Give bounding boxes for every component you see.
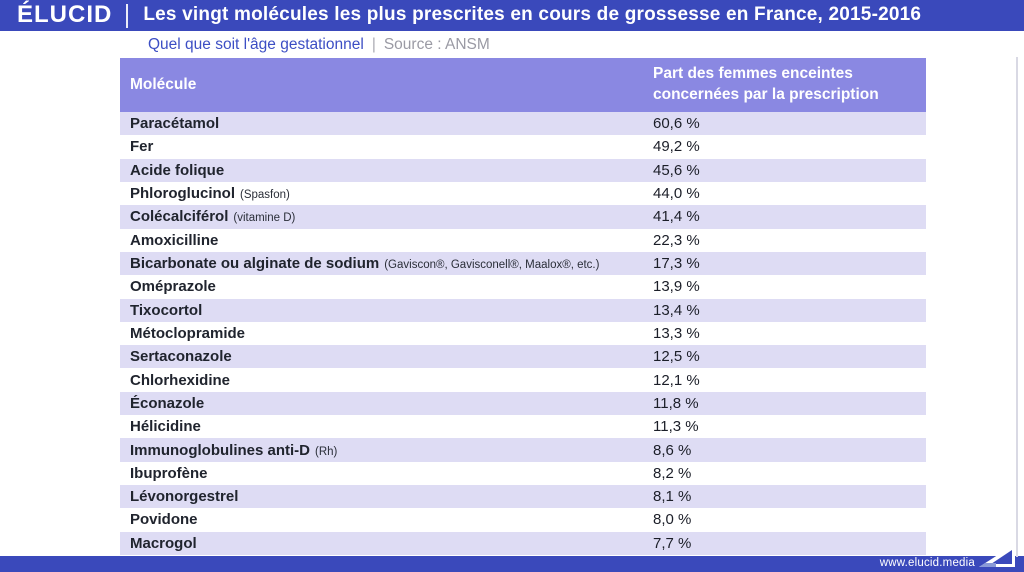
molecule-name: Lévonorgestrel [130, 488, 239, 506]
table-row [120, 205, 926, 228]
table-row [120, 112, 926, 135]
logo-title-divider [126, 4, 128, 28]
table-row [120, 252, 926, 275]
slide-right-edge [1016, 57, 1018, 557]
molecule-name: Colécalciférol [130, 208, 229, 226]
subtitle-separator: | [371, 35, 376, 53]
molecule-name-cell [120, 372, 653, 389]
molecule-name-cell [120, 232, 653, 249]
table-row [120, 299, 926, 322]
prescription-share-value: 60,6 % [653, 115, 700, 133]
prescription-share-value: 13,4 % [653, 301, 700, 319]
table-row [120, 485, 926, 508]
prescription-share-value: 8,0 % [653, 511, 692, 529]
molecules-table [120, 58, 926, 555]
table-row [120, 182, 926, 205]
subtitle [148, 31, 490, 58]
molecule-name: Oméprazole [130, 278, 216, 296]
column-header-molecule: Molécule [130, 76, 197, 93]
molecule-name: Phloroglucinol [130, 185, 235, 203]
table-row [120, 508, 926, 531]
molecule-note: (vitamine D) [233, 212, 296, 225]
table-body [120, 112, 926, 555]
prescription-share-value: 11,8 % [653, 394, 699, 412]
molecule-name-cell [120, 535, 653, 552]
molecule-name-cell [120, 325, 653, 342]
molecule-name: Ibuprofène [130, 464, 208, 482]
table-row [120, 462, 926, 485]
prescription-share-value: 17,3 % [653, 255, 700, 273]
prescription-share-value: 45,6 % [653, 161, 700, 179]
page-title: Les vingt molécules les plus prescrites en cours de grossesse en France, 2015-2016 [143, 4, 922, 25]
molecule-name: Povidone [130, 511, 198, 529]
molecule-name: Éconazole [130, 394, 205, 412]
table-row [120, 392, 926, 415]
table-row [120, 135, 926, 158]
prescription-share-value: 13,3 % [653, 324, 700, 342]
prescription-share-value: 13,9 % [653, 278, 700, 296]
molecule-name: Paracétamol [130, 115, 220, 133]
elucid-logo: ÉLUCID [17, 0, 113, 28]
top-bar [0, 0, 1024, 31]
molecule-note: (Gaviscon®, Gavisconell®, Maalox®, etc.) [384, 259, 600, 272]
molecule-name-cell [120, 442, 653, 459]
prescription-share-value: 12,5 % [653, 348, 700, 366]
molecule-name-cell [120, 255, 653, 272]
prescription-share-value: 44,0 % [653, 185, 700, 203]
molecule-name-cell [120, 302, 653, 319]
molecule-name-cell [120, 185, 653, 202]
molecule-name-cell [120, 395, 653, 412]
molecule-name: Immunoglobulines anti-D [130, 441, 310, 459]
molecule-name: Fer [130, 138, 154, 156]
molecule-name: Bicarbonate ou alginate de sodium [130, 255, 380, 273]
table-row [120, 159, 926, 182]
prescription-share-value: 41,4 % [653, 208, 700, 226]
table-row [120, 532, 926, 555]
molecule-name: Amoxicilline [130, 231, 219, 249]
elucid-flag-icon [978, 543, 1016, 569]
molecule-name: Chlorhexidine [130, 371, 231, 389]
molecule-note: (Spasfon) [240, 189, 290, 202]
prescription-share-value: 49,2 % [653, 138, 700, 156]
table-row [120, 368, 926, 391]
molecule-name-cell [120, 418, 653, 435]
molecule-name-cell [120, 278, 653, 295]
prescription-share-value: 7,7 % [653, 534, 692, 552]
prescription-share-value: 8,1 % [653, 488, 692, 506]
molecule-name-cell [120, 138, 653, 155]
prescription-share-value: 8,6 % [653, 441, 692, 459]
table-row [120, 229, 926, 252]
prescription-share-value: 11,3 % [653, 418, 699, 436]
molecule-name-cell [120, 115, 653, 132]
molecule-name: Macrogol [130, 534, 197, 552]
molecule-name-cell [120, 511, 653, 528]
molecule-name-cell [120, 348, 653, 365]
table-row [120, 275, 926, 298]
molecule-name: Métoclopramide [130, 324, 246, 342]
table-row [120, 438, 926, 461]
molecule-name: Tixocortol [130, 301, 203, 319]
molecule-name-cell [120, 208, 653, 225]
table-header-row [120, 58, 926, 112]
molecule-name: Acide folique [130, 161, 225, 179]
molecule-name: Hélicidine [130, 418, 201, 436]
data-source-label: Source : ANSM [383, 35, 490, 53]
molecule-name-cell [120, 162, 653, 179]
molecule-name-cell [120, 465, 653, 482]
subtitle-scope: Quel que soit l'âge gestationnel [148, 35, 364, 53]
table-row [120, 345, 926, 368]
prescription-share-value: 12,1 % [653, 371, 700, 389]
molecule-name: Sertaconazole [130, 348, 232, 366]
molecule-name-cell [120, 488, 653, 505]
prescription-share-value: 8,2 % [653, 464, 692, 482]
molecule-note: (Rh) [315, 445, 338, 458]
column-header-share: Part des femmes enceintes concernées par la prescription [653, 65, 879, 103]
table-row [120, 322, 926, 345]
footer-bar [0, 556, 1024, 572]
prescription-share-value: 22,3 % [653, 231, 700, 249]
table-row [120, 415, 926, 438]
website-url: www.elucid.media [879, 557, 975, 569]
